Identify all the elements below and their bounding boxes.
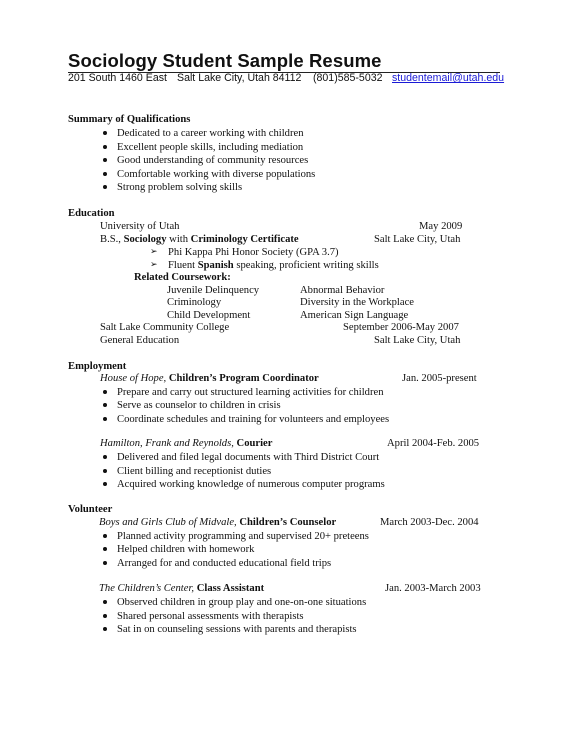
school-program: General Education [100, 335, 180, 346]
bullet [103, 158, 107, 162]
job-org: Hamilton, Frank and Reynolds, [100, 438, 234, 449]
job-bullet: Acquired working knowledge of numerous computer programs [117, 479, 385, 490]
job-role: Courier [236, 438, 273, 449]
job-role: Class Assistant [196, 583, 265, 594]
job-bullet: Observed children in group play and one-on-one situations [117, 597, 367, 608]
bullet [103, 403, 107, 407]
degree-major: Sociology [123, 234, 167, 245]
summary-item: Good understanding of community resources [117, 155, 309, 166]
bullet [103, 561, 107, 565]
job-date: Jan. 2003-March 2003 [385, 583, 481, 594]
summary-item: Strong problem solving skills [117, 182, 243, 193]
volunteer-heading: Volunteer [68, 504, 113, 515]
bullet [103, 145, 107, 149]
summary-item: Excellent people skills, including mediation [117, 142, 304, 153]
job-bullet: Sat in on counseling sessions with parents and therapists [117, 624, 357, 635]
bullet [103, 614, 107, 618]
summary-heading: Summary of Qualifications [68, 114, 191, 125]
bullet [103, 534, 107, 538]
course-item: American Sign Language [300, 310, 409, 321]
degree-line [100, 233, 299, 246]
contact-phone: (801)585-5032 [313, 72, 383, 84]
bullet [103, 469, 107, 473]
school-name: Salt Lake Community College [100, 322, 230, 333]
bullet [103, 390, 107, 394]
job-org: The Children’s Center, [99, 583, 195, 594]
employment-heading: Employment [68, 361, 127, 372]
honor-language: Spanish [197, 260, 234, 271]
school-date: May 2009 [419, 221, 463, 232]
job-title-line [100, 437, 272, 450]
job-bullet: Shared personal assessments with therapists [117, 611, 304, 622]
job-bullet: Coordinate schedules and training for volunteers and employees [117, 414, 390, 425]
bullet [103, 482, 107, 486]
degree-location: Salt Lake City, Utah [374, 234, 461, 245]
job-bullet: Delivered and filed legal documents with Third District Court [117, 452, 380, 463]
school-location: Salt Lake City, Utah [374, 335, 461, 346]
course-item: Criminology [167, 297, 222, 308]
course-item: Juvenile Delinquency [167, 285, 260, 296]
job-bullet: Client billing and receptionist duties [117, 466, 272, 477]
job-bullet: Planned activity programming and supervised 20+ preteens [117, 531, 369, 542]
bullet [103, 417, 107, 421]
job-date: March 2003-Dec. 2004 [380, 517, 479, 528]
job-bullet: Arranged for and conducted educational field trips [117, 558, 332, 569]
bullet [103, 600, 107, 604]
job-role: Children’s Program Coordinator [168, 373, 319, 384]
job-bullet: Prepare and carry out structured learning activities for children [117, 387, 384, 398]
course-item: Abnormal Behavior [300, 285, 385, 296]
arrow-bullet-icon: ➢ [150, 247, 158, 257]
contact-city: Salt Lake City, Utah 84112 [177, 72, 302, 84]
education-heading: Education [68, 208, 115, 219]
job-role: Children’s Counselor [239, 517, 337, 528]
bullet [103, 172, 107, 176]
school-date: September 2006-May 2007 [343, 322, 459, 333]
honor-text: speaking, proficient writing skills [233, 260, 379, 271]
arrow-bullet-icon: ➢ [150, 260, 158, 270]
job-bullet: Serve as counselor to children in crisis [117, 400, 281, 411]
job-org: Boys and Girls Club of Midvale, [99, 517, 237, 528]
job-date: Jan. 2005-present [402, 373, 477, 384]
honor-item: Phi Kappa Phi Honor Society (GPA 3.7) [168, 247, 339, 258]
course-item: Child Development [167, 310, 251, 321]
degree-certificate: Criminology Certificate [190, 234, 299, 245]
bullet [103, 627, 107, 631]
bullet [103, 547, 107, 551]
summary-item: Dedicated to a career working with children [117, 128, 304, 139]
degree-with: with [166, 234, 191, 245]
summary-item: Comfortable working with diverse populations [117, 169, 316, 180]
contact-email-link[interactable]: studentemail@utah.edu [392, 72, 505, 84]
course-item: Diversity in the Workplace [300, 297, 414, 308]
job-bullet: Helped children with homework [117, 544, 255, 555]
job-title-line [99, 582, 264, 595]
job-date: April 2004-Feb. 2005 [387, 438, 480, 449]
contact-address: 201 South 1460 East [68, 72, 167, 84]
job-org: House of Hope, [100, 373, 167, 384]
coursework-heading: Related Coursework: [134, 272, 231, 283]
job-title-line [99, 516, 336, 529]
school-name: University of Utah [100, 221, 180, 232]
bullet [103, 131, 107, 135]
resume-title: Sociology Student Sample Resume [68, 50, 382, 71]
job-title-line [100, 372, 319, 385]
bullet [103, 185, 107, 189]
degree-prefix: B.S., [100, 234, 124, 245]
bullet [103, 455, 107, 459]
honor-text: Fluent [168, 260, 198, 271]
